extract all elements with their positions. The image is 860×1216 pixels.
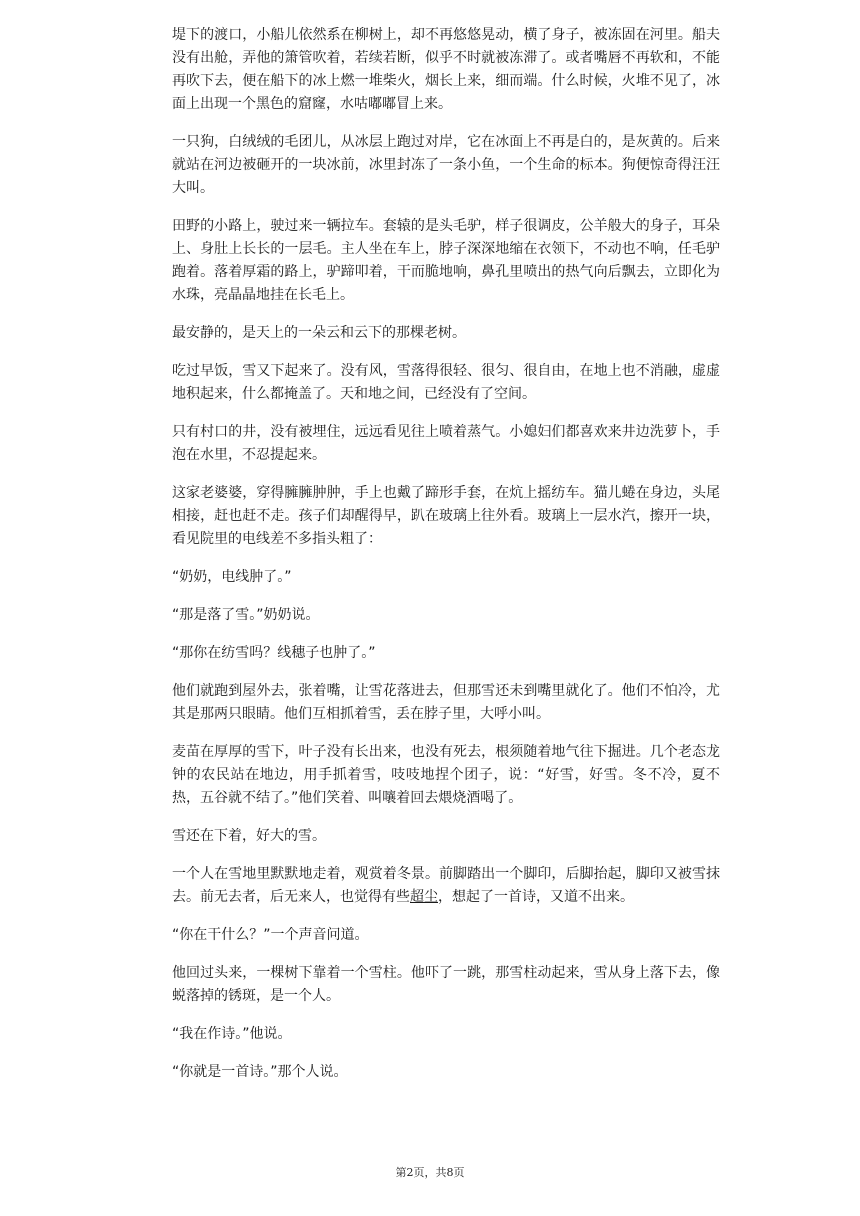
dialogue-line: “我在作诗。”他说。 [172,1026,292,1042]
paragraph-text: 一个人在雪地里默默地走着，观赏着冬景。前脚踏出一个脚印，后脚抬起，脚印又被雪抹去。前无去者，后无来人，也觉得有些 [172,866,720,905]
dialogue-line: “那是落了雪。”奶奶说。 [172,607,320,623]
paragraph: 吃过早饭，雪又下起来了。没有风，雪落得很轻、很匀、很自由，在地上也不消融，虚虚地积起来，什么都掩盖了。天和地之间，已经没有了空间。 [172,363,720,402]
paragraph: 只有村口的井，没有被埋住，远远看见往上喷着蒸气。小媳妇们都喜欢来井边洗萝卜，手泡在水里，不忍提起来。 [172,424,720,463]
paragraph: 麦苗在厚厚的雪下，叶子没有长出来，也没有死去，根须随着地气往下掘进。几个老态龙钟的农民站在地边，用手抓着雪，吱吱地捏个团子，说：“好雪，好雪。冬不冷，夏不热，五谷就不结了。”他们笑着、叫嚷着回去煨烧酒喝了。 [172,744,720,806]
page-footer: 第2页，共8页 [395,1166,465,1179]
paragraph: 他们就跑到屋外去，张着嘴，让雪花落进去，但那雪还未到嘴里就化了。他们不怕冷，尤其是那两只眼睛。他们互相抓着雪，丢在脖子里，大呼小叫。 [172,683,720,722]
document-page [172,24,720,1099]
dialogue-line: “你在干什么？”一个声音问道。 [172,927,369,943]
paragraph: 这家老婆婆，穿得臃臃肿肿，手上也戴了蹄形手套，在炕上摇纺车。猫儿蜷在身边，头尾相接，赶也赶不走。孩子们却醒得早，趴在玻璃上往外看。玻璃上一层水汽，擦开一块，看见院里的电线差不多指头粗了： [172,485,720,547]
paragraph: 一只狗，白绒绒的毛团儿，从冰层上跑过对岸，它在冰面上不再是白的，是灰黄的。后来就站在河边被砸开的一块冰前，冰里封冻了一条小鱼，一个生命的标本。狗便惊奇得汪汪大叫。 [172,134,720,196]
underlined-word: 超尘 [410,889,438,905]
paragraph: 他回过头来，一棵树下靠着一个雪柱。他吓了一跳，那雪柱动起来，雪从身上落下去，像蜕落掉的锈斑，是一个人。 [172,965,720,1004]
paragraph: 堤下的渡口，小船儿依然系在柳树上，却不再悠悠晃动，横了身子，被冻固在河里。船夫没有出舱，弄他的箫管吹着，若续若断，似乎不时就被冻滞了。或者嘴唇不再软和，不能再吹下去，便在船下的冰上燃一堆柴火，烟长上来，细而端。什么时候，火堆不见了，冰面上出现一个黑色的窟窿，水咕嘟嘟冒上来。 [172,27,720,112]
paragraph: 最安静的，是天上的一朵云和云下的那棵老树。 [172,325,466,341]
paragraph: 雪还在下着，好大的雪。 [172,828,326,844]
dialogue-line: “奶奶，电线肿了。” [172,569,292,585]
paragraph: 田野的小路上，驶过来一辆拉车。套辕的是头毛驴，样子很调皮，公羊般大的身子，耳朵上、身肚上长长的一层毛。主人坐在车上，脖子深深地缩在衣领下，不动也不响，任毛驴跑着。落着厚霜的路上，驴蹄叩着，干而脆地响，鼻孔里喷出的热气向后飘去，立即化为水珠，亮晶晶地挂在长毛上。 [172,218,720,303]
paragraph-text: ，想起了一首诗，又道不出来。 [438,889,634,905]
dialogue-line: “你就是一首诗。”那个人说。 [172,1064,348,1080]
dialogue-line: “那你在纺雪吗？线穗子也肿了。” [172,645,376,661]
paragraph-with-underline [172,863,720,909]
